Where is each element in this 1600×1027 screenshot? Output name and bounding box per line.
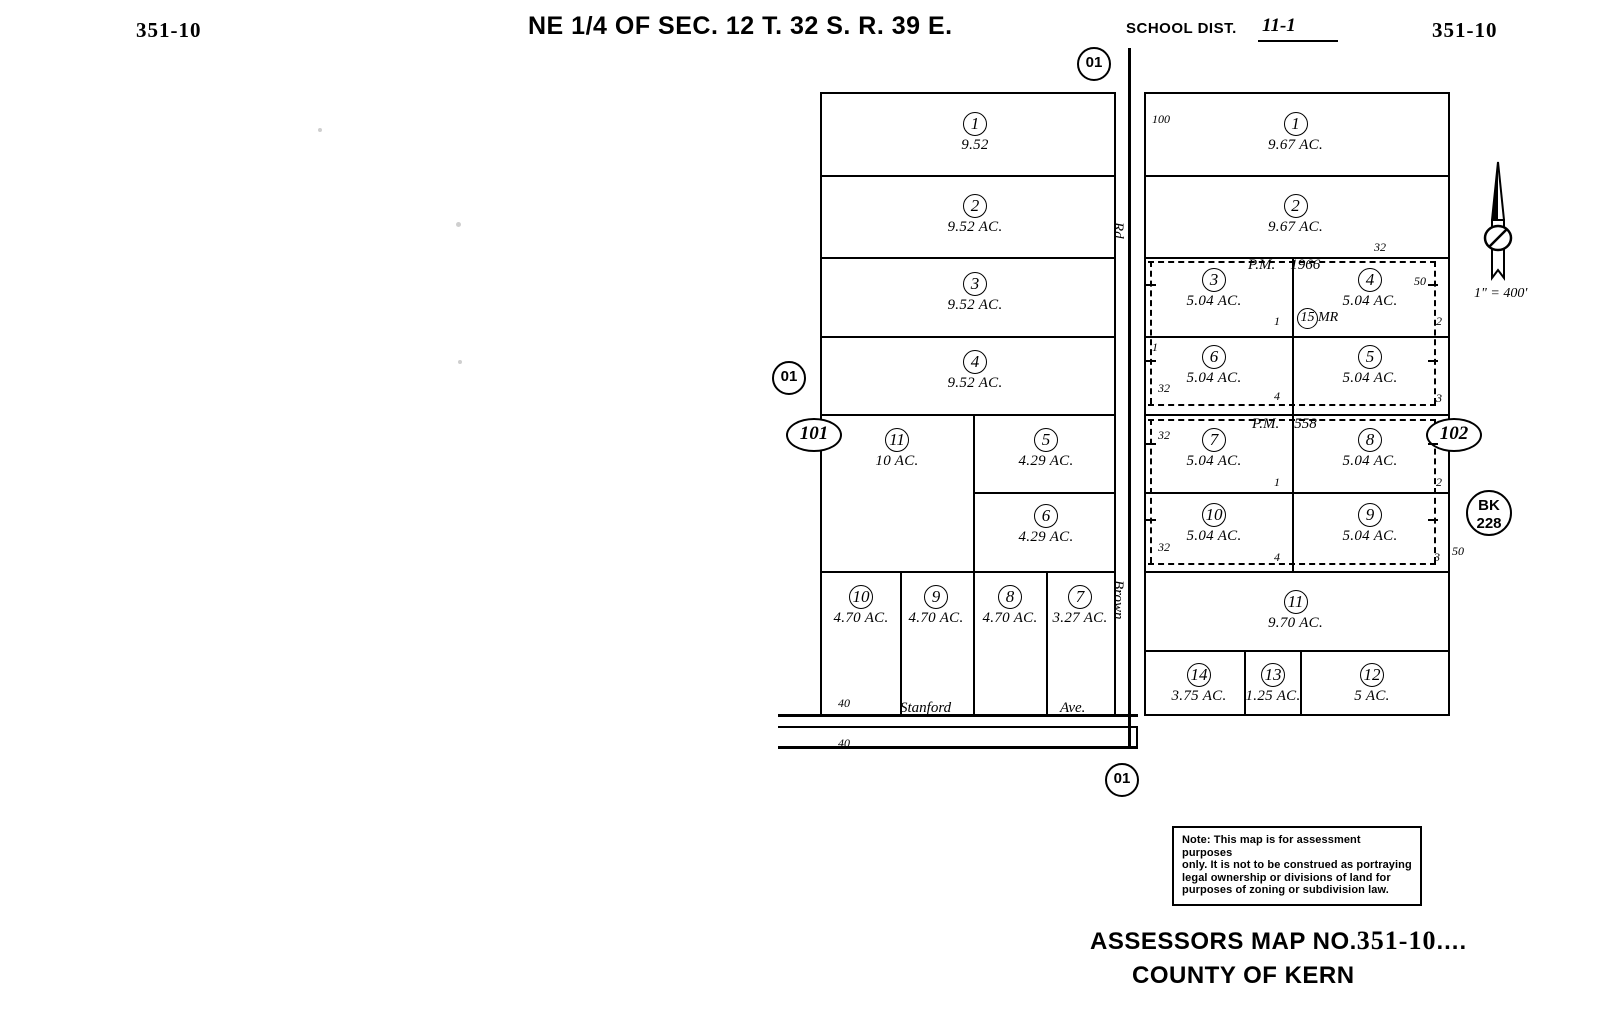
dim-40-a: 40 — [838, 696, 850, 710]
parcel-west-6[interactable] — [1006, 504, 1086, 546]
book-marker-line2: 228 — [1476, 515, 1502, 532]
parcel-number: 11 — [1284, 590, 1308, 614]
parcel-number: 11 — [885, 428, 909, 452]
west-divider-3 — [820, 336, 1114, 338]
scan-speck — [456, 222, 461, 227]
pm-558-label — [1252, 416, 1317, 433]
dim-40-b: 40 — [838, 736, 850, 750]
county-label: COUNTY OF KERN — [1132, 962, 1355, 989]
parcel-number: 14 — [1187, 663, 1211, 687]
west-divider-4 — [820, 414, 1114, 416]
parcel-number: 4 — [963, 350, 987, 374]
parcel-acreage: 9.67 AC. — [1267, 219, 1324, 235]
parcel-acreage: 4.29 AC. — [1018, 453, 1074, 469]
east-vertical-divider-b — [1292, 414, 1294, 571]
parcel-number: 10 — [849, 585, 873, 609]
dim-32-d: 32 — [1158, 540, 1170, 554]
west-divider-1 — [820, 175, 1114, 177]
pm-558-dash-left — [1150, 419, 1152, 563]
east-block-top-edge — [1144, 92, 1450, 94]
note-line-4: purposes of zoning or subdivision law. — [1182, 884, 1389, 896]
tick-mark — [1428, 443, 1438, 445]
dim-4-a: 4 — [1274, 389, 1280, 403]
parcel-number: 9 — [924, 585, 948, 609]
west-divider-2 — [820, 257, 1114, 259]
tick-mark — [1428, 519, 1438, 521]
header-left-number: 351-10 — [136, 18, 202, 42]
dim-50-b: 50 — [1452, 544, 1464, 558]
parcel-west-1[interactable] — [935, 112, 1015, 154]
dim-1-b: 1 — [1152, 340, 1158, 354]
road-code-bottom[interactable]: 01 — [1105, 763, 1139, 797]
school-district-value: 11-1 — [1262, 15, 1296, 36]
page-title: NE 1/4 OF SEC. 12 T. 32 S. R. 39 E. — [528, 12, 953, 40]
parcel-acreage: 4.29 AC. — [1018, 529, 1074, 545]
parcel-acreage: 9.52 AC. — [947, 297, 1003, 313]
road-code-top[interactable]: 01 — [1077, 47, 1111, 81]
parcel-west-8[interactable] — [977, 585, 1043, 627]
parcel-acreage: 10 AC. — [875, 453, 919, 469]
parcel-east-13[interactable] — [1245, 663, 1301, 705]
brown-road-centerline — [1128, 48, 1131, 748]
parcel-east-4[interactable] — [1330, 268, 1410, 310]
parcel-number: 5 — [1358, 345, 1382, 369]
parcel-east-11[interactable] — [1253, 590, 1338, 632]
parcel-number: 4 — [1358, 268, 1382, 292]
dim-2-b: 2 — [1436, 475, 1442, 489]
road-code-101[interactable]: 101 — [786, 418, 842, 452]
parcel-east-8[interactable] — [1330, 428, 1410, 470]
parcel-acreage: 5.04 AC. — [1186, 370, 1242, 386]
parcel-acreage: 9.70 AC. — [1267, 615, 1324, 631]
assessors-map-label: ASSESSORS MAP NO. — [1090, 928, 1357, 955]
pm-1966-dash-bottom — [1148, 404, 1436, 406]
note-line-3: legal ownership or divisions of land for — [1182, 871, 1391, 884]
parcel-number: 12 — [1360, 663, 1384, 687]
scan-speck — [318, 128, 322, 132]
dim-32-b: 32 — [1158, 381, 1170, 395]
parcel-acreage: 9.52 AC. — [947, 375, 1003, 391]
school-district-underline — [1258, 40, 1338, 42]
pm-558-dash-bottom — [1148, 563, 1436, 565]
west-vertical-divider-b — [900, 571, 902, 714]
parcel-acreage: 5.04 AC. — [1342, 293, 1398, 309]
road-code-left[interactable]: 01 — [772, 361, 806, 395]
east-divider-3 — [1144, 336, 1448, 338]
pm-label-text: P.M. — [1248, 257, 1276, 273]
pm-label-text: P.M. — [1252, 416, 1280, 432]
note-line-2: only. It is not to be construed as portraying — [1182, 859, 1412, 871]
west-divider-6 — [820, 571, 1114, 573]
parcel-acreage: 5.04 AC. — [1342, 370, 1398, 386]
parcel-acreage: 9.67 AC. — [1267, 137, 1324, 153]
stanford-ave-center-line — [778, 726, 1138, 728]
east-divider-1 — [1144, 175, 1448, 177]
mr-marker[interactable] — [1297, 308, 1338, 329]
north-arrow-icon — [1468, 160, 1528, 295]
parcel-number: 8 — [998, 585, 1022, 609]
east-block-right-edge — [1448, 92, 1450, 716]
parcel-acreage: 5.04 AC. — [1186, 528, 1242, 544]
brown-road-suffix-label: Rd — [1110, 222, 1126, 239]
parcel-number: 2 — [1284, 194, 1308, 218]
parcel-east-1[interactable] — [1253, 112, 1338, 154]
dim-3-a: 3 — [1436, 391, 1442, 405]
west-block-top-edge — [820, 92, 1116, 94]
parcel-number: 1 — [963, 112, 987, 136]
parcel-number: 7 — [1068, 585, 1092, 609]
dim-32-a: 32 — [1374, 240, 1386, 254]
parcel-acreage: 9.52 — [961, 137, 989, 153]
parcel-east-3[interactable] — [1174, 268, 1254, 310]
brown-road-name-label: Brown — [1110, 580, 1126, 620]
parcel-number: 13 — [1261, 663, 1285, 687]
tick-mark — [1146, 443, 1156, 445]
dim-50-a: 50 — [1414, 274, 1426, 288]
parcel-west-2[interactable] — [935, 194, 1015, 236]
dim-1-a: 1 — [1274, 314, 1280, 328]
road-code-102[interactable]: 102 — [1426, 418, 1482, 452]
dim-32-c: 32 — [1158, 428, 1170, 442]
tick-mark — [1146, 284, 1156, 286]
parcel-number: 2 — [963, 194, 987, 218]
parcel-acreage: 5.04 AC. — [1186, 293, 1242, 309]
tick-mark — [1146, 360, 1156, 362]
assessors-map-dots: .... — [1436, 928, 1468, 955]
east-divider-7 — [1144, 650, 1448, 652]
dim-100: 100 — [1152, 112, 1170, 126]
dim-3-b: 3 — [1434, 550, 1440, 564]
parcel-number: 3 — [1202, 268, 1226, 292]
parcel-acreage: 9.52 AC. — [947, 219, 1003, 235]
stanford-ave-south-line — [778, 746, 1138, 749]
west-block-right-edge — [1114, 92, 1116, 716]
parcel-number: 8 — [1358, 428, 1382, 452]
parcel-acreage: 4.70 AC. — [833, 610, 889, 626]
book-marker[interactable] — [1466, 490, 1512, 536]
mr-marker-text: MR — [1318, 310, 1339, 325]
east-divider-6 — [1144, 571, 1448, 573]
pm-number-text: 558 — [1294, 416, 1317, 432]
assessors-map-line — [1090, 926, 1467, 956]
parcel-east-6[interactable] — [1174, 345, 1254, 387]
scale-label: 1" = 400' — [1474, 286, 1528, 301]
parcel-acreage: 3.75 AC. — [1171, 688, 1227, 704]
dim-2-a: 2 — [1436, 314, 1442, 328]
parcel-number: 7 — [1202, 428, 1226, 452]
assessors-map-number: 351-10 — [1356, 926, 1437, 955]
parcel-acreage: 4.70 AC. — [908, 610, 964, 626]
school-district-label: SCHOOL DIST. — [1126, 20, 1237, 37]
east-vertical-divider-a — [1292, 257, 1294, 414]
tick-mark — [1428, 360, 1438, 362]
parcel-number: 6 — [1034, 504, 1058, 528]
dim-4-b: 4 — [1274, 550, 1280, 564]
parcel-number: 10 — [1202, 503, 1226, 527]
parcel-acreage: 5.04 AC. — [1186, 453, 1242, 469]
parcel-number: 5 — [1034, 428, 1058, 452]
scan-speck — [458, 360, 462, 364]
west-vertical-divider-d — [1046, 571, 1048, 714]
parcel-west-11[interactable] — [862, 428, 932, 470]
east-block-left-edge — [1144, 92, 1146, 716]
parcel-acreage: 5.04 AC. — [1342, 528, 1398, 544]
west-divider-5 — [973, 492, 1114, 494]
pm-1966-dash-left — [1150, 261, 1152, 404]
parcel-number: 1 — [1284, 112, 1308, 136]
note-line-1: Note: This map is for assessment purposes — [1182, 834, 1361, 859]
parcel-east-2[interactable] — [1253, 194, 1338, 236]
parcel-east-10[interactable] — [1174, 503, 1254, 545]
tick-mark — [1146, 519, 1156, 521]
parcel-west-5[interactable] — [1006, 428, 1086, 470]
parcel-west-7[interactable] — [1049, 585, 1111, 627]
book-marker-line1: BK — [1478, 497, 1500, 514]
header-right-number: 351-10 — [1432, 18, 1498, 42]
pm-number-text: 1966 — [1290, 257, 1321, 273]
parcel-number: 9 — [1358, 503, 1382, 527]
parcel-acreage: 4.70 AC. — [982, 610, 1038, 626]
parcel-west-4[interactable] — [935, 350, 1015, 392]
parcel-east-7[interactable] — [1174, 428, 1254, 470]
pm-1966-label — [1248, 257, 1320, 274]
parcel-number: 3 — [963, 272, 987, 296]
stanford-ave-suffix-label: Ave. — [1060, 700, 1086, 716]
west-block-left-edge — [820, 92, 822, 716]
parcel-east-9[interactable] — [1330, 503, 1410, 545]
east-block-bottom-edge — [1144, 714, 1450, 716]
parcel-acreage: 5.04 AC. — [1342, 453, 1398, 469]
parcel-east-12[interactable] — [1336, 663, 1408, 705]
parcel-west-9[interactable] — [903, 585, 969, 627]
parcel-west-10[interactable] — [828, 585, 894, 627]
stanford-ave-name-label: Stanford — [900, 700, 952, 716]
east-divider-5 — [1144, 492, 1448, 494]
pm-1966-dash-right — [1434, 261, 1436, 404]
parcel-number: 6 — [1202, 345, 1226, 369]
parcel-east-14[interactable] — [1163, 663, 1235, 705]
west-vertical-divider-c — [973, 571, 975, 714]
map-note-box — [1172, 826, 1422, 906]
parcel-acreage: 1.25 AC. — [1245, 688, 1301, 704]
tick-mark — [1428, 284, 1438, 286]
dim-1-c: 1 — [1274, 475, 1280, 489]
parcel-east-5[interactable] — [1330, 345, 1410, 387]
west-vertical-divider-a — [973, 414, 975, 571]
parcel-west-3[interactable] — [935, 272, 1015, 314]
mr-marker-number: 15 — [1297, 308, 1318, 329]
parcel-acreage: 3.27 AC. — [1052, 610, 1108, 626]
parcel-acreage: 5 AC. — [1354, 688, 1390, 704]
stanford-ave-end-cap — [1136, 726, 1138, 748]
